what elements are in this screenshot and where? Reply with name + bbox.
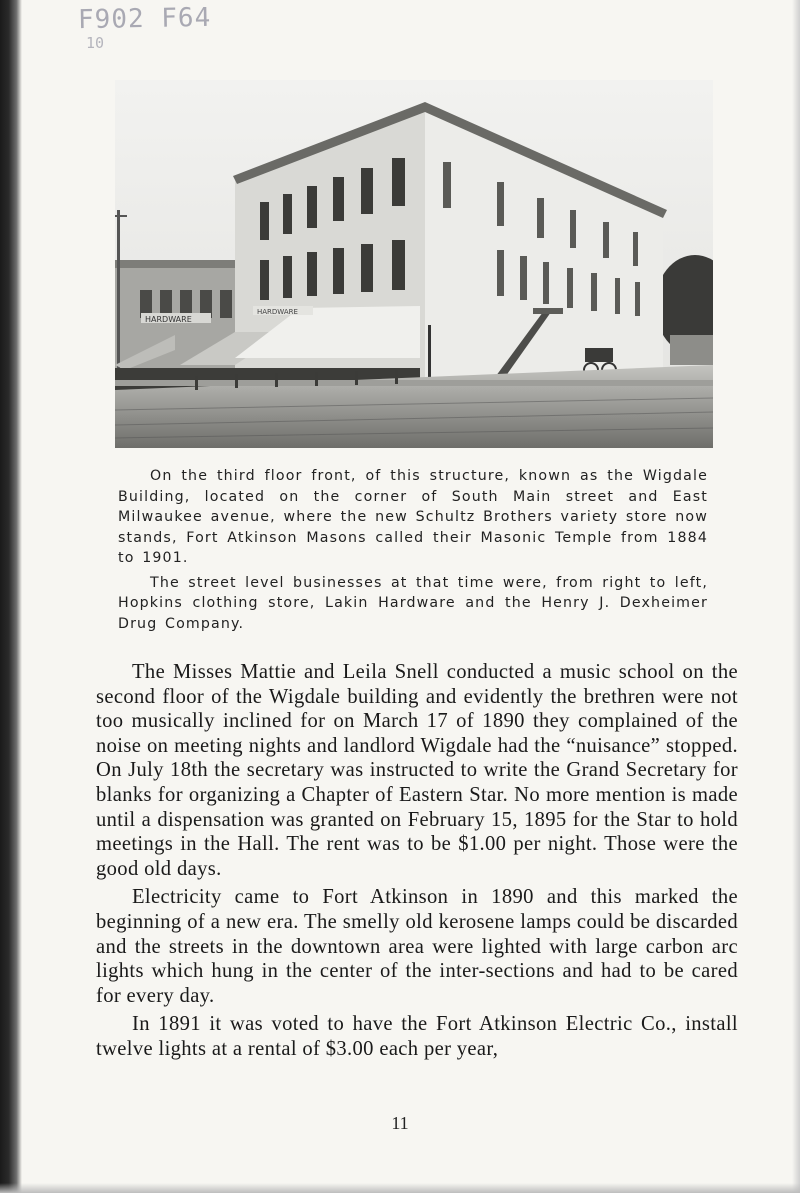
building-photo-drawing	[115, 80, 713, 448]
body-paragraph: Electricity came to Fort Atkinson in 1890 and this marked the beginning of a new era. The smelly old kerosene lamps could be discarded and the streets in the downtown area were lighted with large carbon arc lights which hung in the center of the inter-sections and had to be cared for every day.	[96, 886, 738, 1007]
body-text	[96, 660, 738, 1066]
handwritten-catalog-mark: F902 F64	[77, 2, 212, 36]
caption-paragraph: The street level businesses at that time were, from right to left, Hopkins clothing store, Lakin Hardware and the Henry J. Dexheimer Drug Company.	[118, 574, 708, 632]
binding-shadow	[0, 0, 22, 1193]
body-paragraph: The Misses Mattie and Leila Snell conducted a music school on the second floor of the Wigdale building and evidently the brethren were not too musically inclined for on March 17 of 1890 they complained of the noise on meeting nights and landlord Wigdale had the “nuisance” stopped. On July 18th the secretary was instructed to write the Grand Secretary for blanks for organizing a Chapter of Eastern Star. No more mention is made until a dispensation was granted on February 15, 1895 for the Star to hold meetings in the Hall. The rent was to be $1.00 per night. Those were the good old days.	[96, 661, 738, 880]
hardware-sign-building: HARDWARE	[257, 308, 298, 316]
body-paragraph: In 1891 it was voted to have the Fort Atkinson Electric Co., install twelve lights at a rental of $3.00 each per year,	[96, 1013, 738, 1060]
wigdale-building-photo	[115, 80, 713, 448]
caption-paragraph: On the third floor front, of this structure, known as the Wigdale Building, located on the corner of South Main street and East Milwaukee avenue, where the new Schultz Brothers variety store now stands, Fort Atkinson Masons called their Masonic Temple from 1884 to 1901.	[118, 468, 708, 566]
wagon	[585, 348, 613, 362]
handwritten-small-mark: 10	[86, 34, 105, 52]
page-edge-right	[792, 0, 800, 1193]
page-number: 11	[391, 1113, 409, 1133]
photo-caption	[118, 466, 708, 638]
neighbor-building	[115, 265, 240, 385]
page-edge-bottom	[0, 1183, 800, 1193]
hardware-sign-left: HARDWARE	[145, 315, 192, 324]
